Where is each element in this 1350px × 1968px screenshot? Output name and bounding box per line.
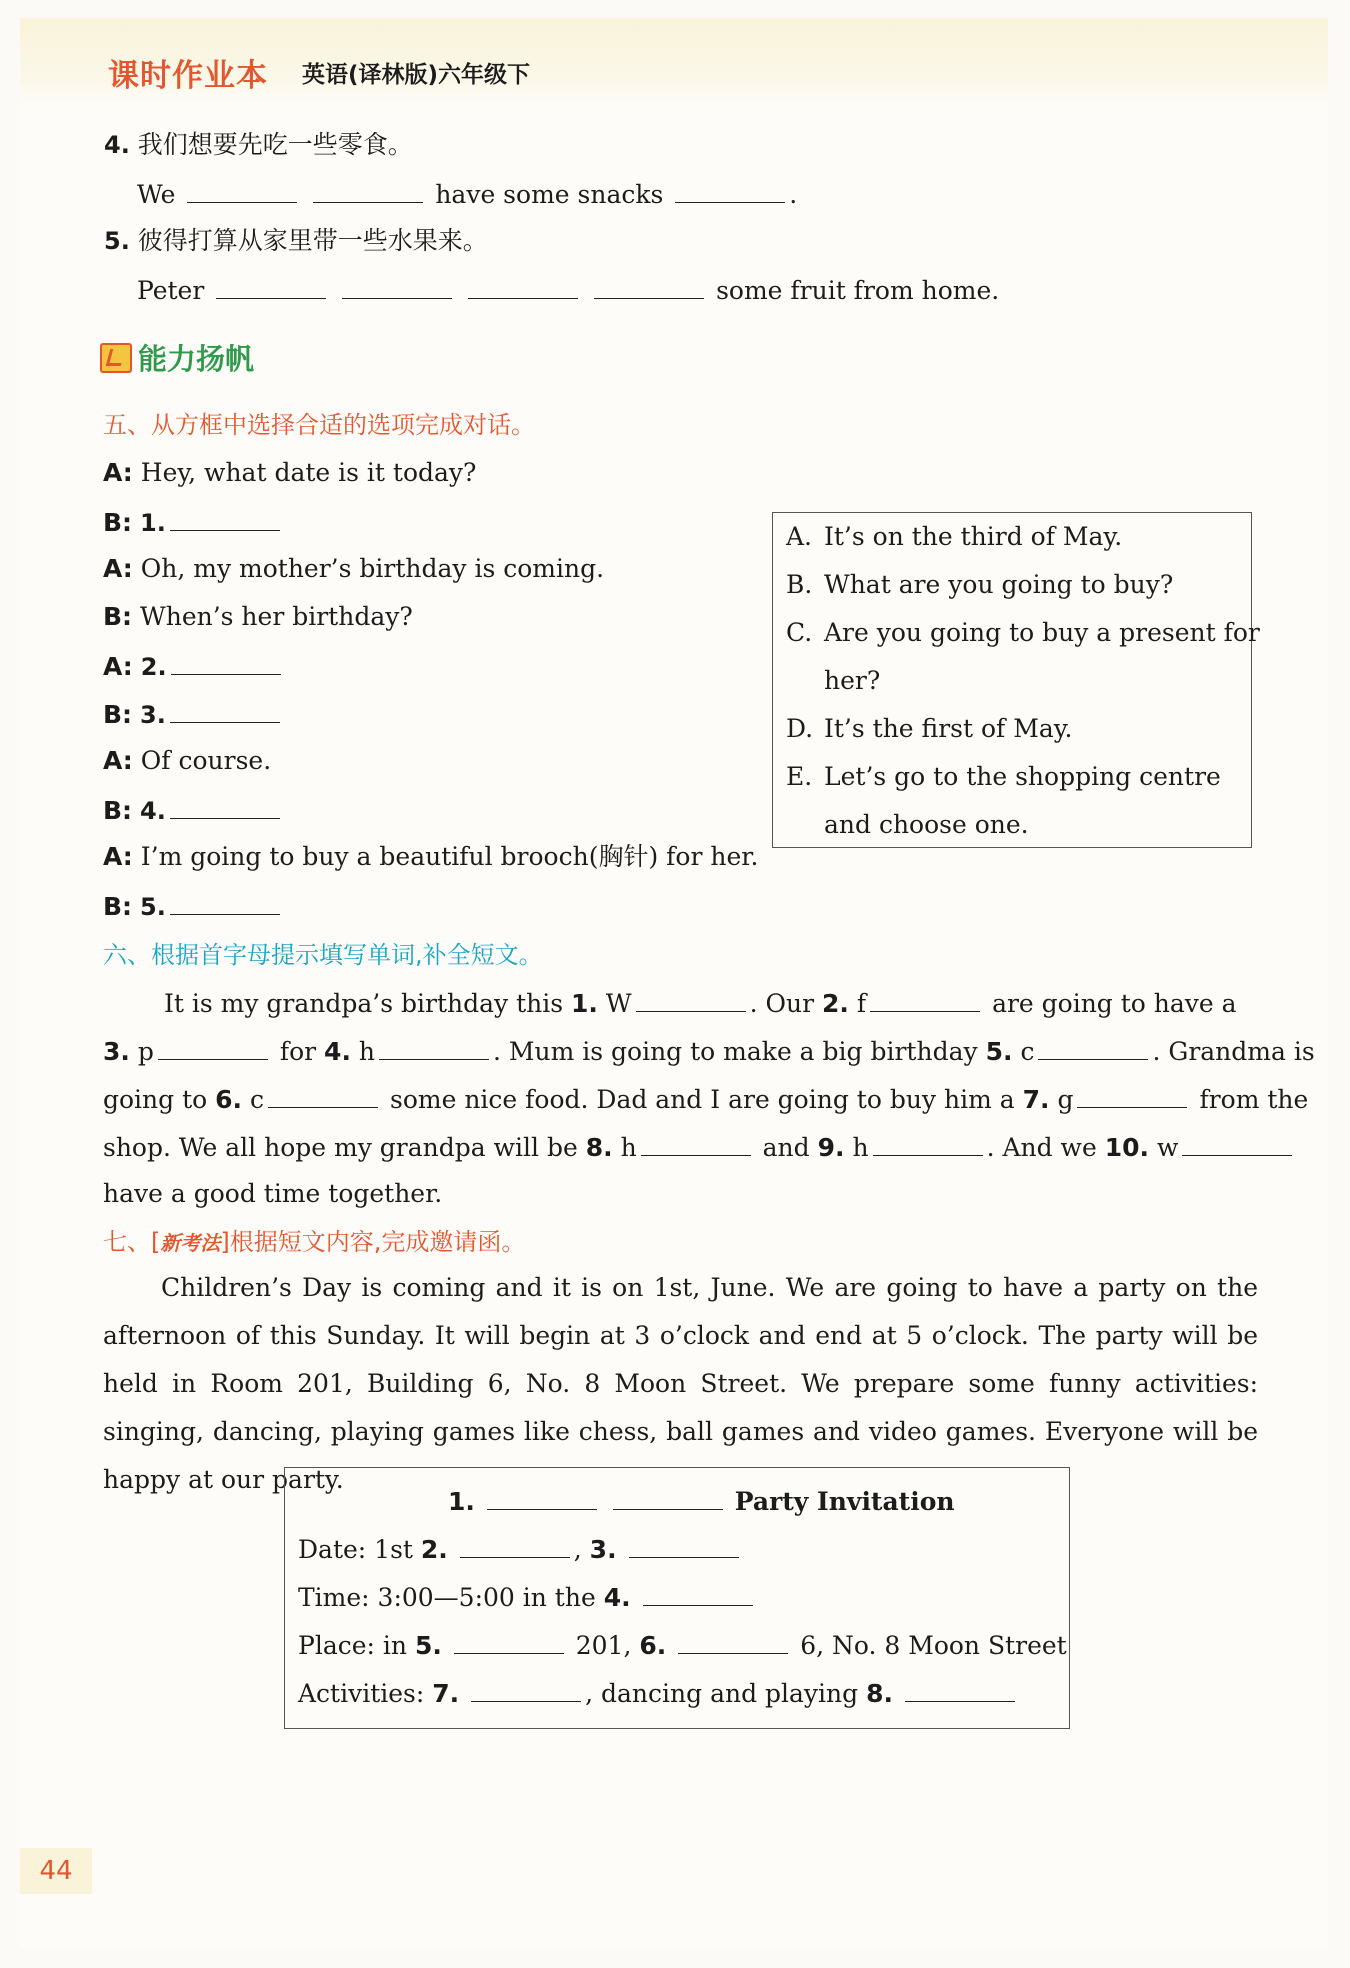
inv-number: 5. — [414, 1631, 442, 1660]
inv-number: 6. — [639, 1631, 667, 1660]
dialog-line — [103, 600, 413, 634]
s6-text: It is my grandpa’s birthday this — [164, 989, 564, 1018]
option-letter: B. — [786, 570, 813, 599]
inv-time-line — [298, 1579, 757, 1615]
s6-text: . Grandma is — [1152, 1037, 1315, 1066]
q4-number: 4. — [104, 131, 130, 159]
option-c — [786, 664, 880, 698]
option-text: Let’s go to the shopping centre — [824, 762, 1221, 791]
inv-number: 4. — [603, 1583, 631, 1612]
dialog-blank[interactable] — [170, 888, 280, 915]
blank-number: 5. — [140, 893, 166, 921]
option-c — [786, 616, 1260, 650]
inv-number: 7. — [432, 1679, 460, 1708]
q4-prompt: 我们想要先吃一些零食。 — [137, 130, 413, 159]
inv-number: 1. — [448, 1487, 475, 1516]
s6-text: . And we — [986, 1133, 1097, 1162]
s6-blank-6[interactable] — [268, 1081, 378, 1108]
inv-label: Place: in — [298, 1631, 407, 1660]
s6-blank-7[interactable] — [1077, 1081, 1187, 1108]
q5-blank-1[interactable] — [216, 272, 326, 299]
q4-blank-3[interactable] — [675, 176, 785, 203]
dialog-line — [103, 552, 604, 586]
inv-label: Date: 1st — [298, 1535, 413, 1564]
inv-title-line — [448, 1483, 955, 1519]
s6-blank-8[interactable] — [641, 1129, 751, 1156]
s6-number: 4. — [324, 1037, 351, 1066]
s6-number: 9. — [817, 1133, 845, 1162]
q5-number: 5. — [104, 227, 130, 255]
inv-blank-5[interactable] — [454, 1627, 564, 1654]
option-a — [786, 520, 1122, 554]
q5-blank-4[interactable] — [594, 272, 704, 299]
q5-chinese — [104, 224, 488, 258]
speaker-label: B: — [103, 602, 133, 631]
new-method-tag: 新考法 — [160, 1231, 221, 1255]
brand-title: 课时作业本 — [108, 58, 268, 94]
speaker-label: A: — [103, 554, 133, 583]
dialog-line — [103, 744, 271, 778]
s6-hint: g — [1057, 1085, 1074, 1114]
s6-text: shop. We all hope my grandpa will be — [103, 1133, 578, 1162]
s6-hint: h — [620, 1133, 637, 1162]
s6-blank-2[interactable] — [870, 985, 980, 1012]
s6-hint: c — [1020, 1037, 1035, 1066]
option-letter: E. — [786, 762, 813, 791]
s6-line-3 — [103, 1081, 1308, 1117]
q5-blank-3[interactable] — [468, 272, 578, 299]
s6-line-5: have a good time together. — [103, 1179, 443, 1208]
s6-line-2 — [103, 1033, 1315, 1069]
s7-title-part: ]根据短文内容,完成邀请函。 — [220, 1228, 526, 1256]
dialog-line — [103, 696, 284, 732]
dialog-text: I’m going to buy a beautiful brooch(胸针) for her. — [140, 842, 759, 871]
dialog-line — [103, 792, 284, 828]
inv-blank-4[interactable] — [643, 1579, 753, 1606]
dialog-line — [103, 456, 476, 490]
inv-activities-line — [298, 1675, 1019, 1711]
s6-text: and — [762, 1133, 810, 1162]
ability-banner — [100, 340, 254, 378]
inv-number: 2. — [420, 1535, 448, 1564]
inv-blank-7[interactable] — [471, 1675, 581, 1702]
s6-text: some nice food. Dad and I are going to buy him a — [389, 1085, 1015, 1114]
q4-chinese — [104, 128, 413, 162]
s6-blank-5[interactable] — [1038, 1033, 1148, 1060]
dialog-line — [103, 504, 284, 540]
blank-number: 2. — [140, 653, 167, 681]
blank-number: 3. — [140, 701, 166, 729]
speaker-label: B: — [103, 796, 133, 825]
s6-text: . Mum is going to make a big birthday — [493, 1037, 978, 1066]
book-subtitle: 英语(译林版)六年级下 — [302, 62, 531, 88]
option-text: Are you going to buy a present for — [824, 618, 1260, 647]
inv-blank-3[interactable] — [629, 1531, 739, 1558]
s6-blank-3[interactable] — [158, 1033, 268, 1060]
dialog-text: Hey, what date is it today? — [140, 458, 477, 487]
s6-line-1 — [164, 985, 1237, 1021]
section7-title — [103, 1225, 525, 1260]
sail-icon — [100, 343, 132, 373]
inv-text: , — [573, 1535, 582, 1564]
invitation-title: Party Invitation — [734, 1487, 955, 1516]
speaker-label: A: — [103, 458, 133, 487]
s7-passage: Children’s Day is coming and it is on 1st, June. We are going to have a party on the afternoon of this Sunday. It will begin at 3 o’clock and end at 5 o’clock. The party will be held in Room 201, Building 6, No. 8 Moon Street. We prepare some funny activities: singing, dancing, playing games like chess, ball games and video games. Everyone will be happy at our party. — [103, 1273, 1258, 1494]
s6-text: going to — [103, 1085, 208, 1114]
s6-line-4 — [103, 1129, 1296, 1165]
blank-number: 4. — [140, 797, 166, 825]
s6-blank-10[interactable] — [1182, 1129, 1292, 1156]
s6-blank-4[interactable] — [379, 1033, 489, 1060]
dialog-text: Of course. — [140, 746, 272, 775]
inv-blank-8[interactable] — [905, 1675, 1015, 1702]
q4-word: have some snacks — [435, 180, 664, 209]
inv-label: Time: 3:00—5:00 in the — [298, 1583, 596, 1612]
blank-number: 1. — [140, 509, 166, 537]
q4-blank-1[interactable] — [187, 176, 297, 203]
s6-hint: p — [137, 1037, 154, 1066]
speaker-label: B: — [103, 892, 133, 921]
dialog-line — [103, 888, 284, 924]
s6-number: 3. — [103, 1037, 130, 1066]
s6-text: for — [279, 1037, 317, 1066]
dialog-line — [103, 648, 285, 684]
option-e — [786, 808, 1029, 842]
inv-text: 6, No. 8 Moon Street — [800, 1631, 1067, 1660]
s6-text: are going to have a — [992, 989, 1237, 1018]
s6-hint: W — [605, 989, 632, 1018]
s6-number: 6. — [215, 1085, 243, 1114]
banner-title: 能力扬帆 — [138, 342, 255, 376]
section5-title: 五、从方框中选择合适的选项完成对话。 — [103, 411, 535, 439]
option-text: What are you going to buy? — [824, 570, 1174, 599]
inv-blank-1a[interactable] — [487, 1483, 597, 1510]
speaker-label: A: — [103, 746, 133, 775]
option-text: It’s on the third of May. — [824, 522, 1123, 551]
inv-place-line — [298, 1627, 1067, 1663]
dialog-blank[interactable] — [170, 504, 280, 531]
inv-text: , dancing and playing — [585, 1679, 859, 1708]
option-text: and choose one. — [824, 810, 1029, 839]
s6-number: 10. — [1104, 1133, 1150, 1162]
q4-english — [137, 176, 797, 212]
dialog-blank[interactable] — [171, 648, 281, 675]
s6-number: 8. — [585, 1133, 613, 1162]
option-letter: A. — [786, 522, 813, 551]
q4-blank-2[interactable] — [313, 176, 423, 203]
inv-blank-2[interactable] — [460, 1531, 570, 1558]
inv-blank-1b[interactable] — [613, 1483, 723, 1510]
s6-number: 5. — [985, 1037, 1013, 1066]
q5-prompt: 彼得打算从家里带一些水果来。 — [137, 226, 488, 255]
inv-date-line — [298, 1531, 743, 1567]
option-text: her? — [824, 666, 881, 695]
option-letter: C. — [786, 618, 813, 647]
option-d — [786, 712, 1073, 746]
inv-number: 3. — [589, 1535, 617, 1564]
dialog-blank[interactable] — [170, 792, 280, 819]
s6-number: 2. — [821, 989, 849, 1018]
q5-blank-2[interactable] — [342, 272, 452, 299]
inv-number: 8. — [866, 1679, 894, 1708]
option-e — [786, 760, 1221, 794]
s6-number: 1. — [571, 989, 598, 1018]
s7-title-part: 七、[ — [103, 1228, 161, 1256]
q4-word: We — [137, 180, 176, 209]
q5-word: some fruit from home. — [716, 276, 1000, 305]
dialog-text: Oh, my mother’s birthday is coming. — [140, 554, 605, 583]
s6-text: from the — [1199, 1085, 1309, 1114]
dialog-blank[interactable] — [170, 696, 280, 723]
s6-hint: h — [358, 1037, 376, 1066]
dialog-text: When’s her birthday? — [140, 602, 413, 631]
q5-english — [137, 272, 999, 308]
inv-blank-6[interactable] — [678, 1627, 788, 1654]
inv-label: Activities: — [298, 1679, 425, 1708]
speaker-label: A: — [103, 652, 133, 681]
q4-period: . — [789, 180, 798, 209]
s6-hint: h — [852, 1133, 869, 1162]
speaker-label: B: — [103, 700, 133, 729]
speaker-label: A: — [103, 842, 133, 871]
page-number: 44 — [20, 1848, 92, 1894]
s6-hint: f — [856, 989, 867, 1018]
s6-number: 7. — [1022, 1085, 1050, 1114]
s6-blank-9[interactable] — [873, 1129, 983, 1156]
option-text: It’s the first of May. — [824, 714, 1073, 743]
q5-word: Peter — [137, 276, 205, 305]
s6-hint: w — [1156, 1133, 1179, 1162]
dialog-line — [103, 840, 758, 874]
inv-text: 201, — [575, 1631, 632, 1660]
option-b — [786, 568, 1173, 602]
option-letter: D. — [786, 714, 814, 743]
speaker-label: B: — [103, 508, 133, 537]
s6-text: . Our — [749, 989, 815, 1018]
section6-title: 六、根据首字母提示填写单词,补全短文。 — [103, 941, 543, 969]
s6-blank-1[interactable] — [636, 985, 746, 1012]
s6-hint: c — [250, 1085, 265, 1114]
